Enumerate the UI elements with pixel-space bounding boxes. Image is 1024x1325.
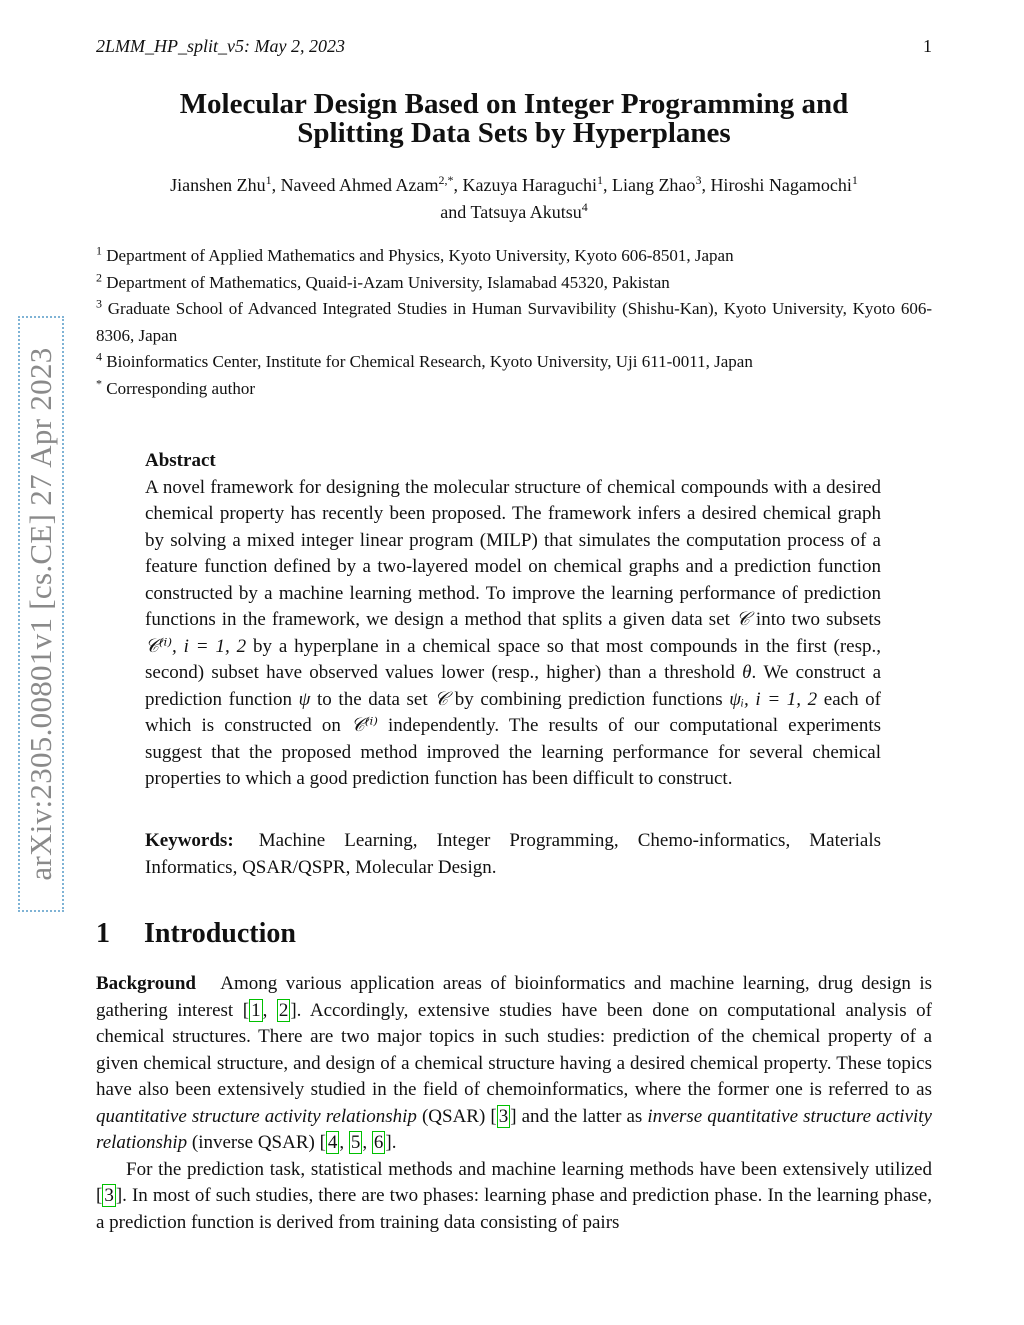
paper-title <box>96 90 932 148</box>
citation-link[interactable]: 4 <box>327 1132 338 1153</box>
abstract-text: independently. The results of our computational experiments suggest that the proposed method improved the learning performance for several chemical properties to which a good prediction function has been difficult to construct. <box>145 715 881 789</box>
title-line-2: Splitting Data Sets by Hyperplanes <box>297 117 731 149</box>
author-mark: 1 <box>596 173 603 187</box>
body-text: and the latter as <box>521 1105 643 1127</box>
abstract-text: by a hyperplane in a chemical space so that most compounds in the first (resp., second) subset have observed values lower (resp., higher) than a threshold <box>145 635 881 683</box>
paragraph: For the prediction task, statistical methods and machine learning methods have been extensively utilized [ 3 ]. In most of such studies, there are two phases: learning phase and prediction phase. In the learning phase, a prediction function is derived from training data consisting of pairs <box>96 1158 932 1233</box>
abstract-text: to the data set <box>317 688 428 710</box>
term: inverse quantitative structure activity relationship <box>96 1105 932 1153</box>
author-name: Jianshen Zhu <box>170 175 266 195</box>
keywords <box>145 828 881 881</box>
affiliation <box>96 349 932 376</box>
body-text: . Accordingly, extensive studies have been done on computational analysis of chemical structures. There are two major topics in such studies: prediction of the chemical property of a given chemical structure, and design of a chemical structure having a desired chemical property. These topics have also been extensively studied in the field of chemoinformatics, where the former one is referred to as <box>96 999 933 1100</box>
running-head <box>96 36 932 57</box>
affiliation <box>96 376 932 403</box>
affiliation-text: Department of Applied Mathematics and Physics, Kyoto University, Kyoto 606-8501, Japan <box>106 246 734 265</box>
author-mark: 2,* <box>438 173 454 187</box>
affiliation-text: Bioinformatics Center, Institute for Chemical Research, Kyoto University, Uji 611-0011, Japan <box>106 352 753 371</box>
author-mark: 4 <box>581 200 588 214</box>
abstract-body <box>145 475 881 793</box>
math-symbol: 𝒞⁽ⁱ⁾ <box>350 715 378 736</box>
affiliation-text: Department of Mathematics, Quaid-i-Azam University, Islamabad 45320, Pakistan <box>106 272 670 292</box>
body-text: (QSAR) <box>421 1105 486 1127</box>
arxiv-stamp-text: arXiv:2305.00801v1 [cs.CE] 27 Apr 2023 <box>23 347 58 881</box>
author-name: Naveed Ahmed Azam <box>280 175 439 195</box>
section-heading <box>96 918 296 950</box>
math-symbol: 𝒞 <box>434 688 449 710</box>
affiliation-mark: 2 <box>96 269 102 284</box>
author-mark: 3 <box>695 173 702 187</box>
body-text: Among various application areas of bioinformatics and machine learning, drug design is gathering interest <box>96 973 933 1021</box>
title-line-1: Molecular Design Based on Integer Programming and <box>179 88 849 120</box>
section-title: Introduction <box>144 918 296 949</box>
introduction-body <box>96 971 932 1236</box>
author-list: Jianshen Zhu$^1$, Naveed Ahmed Azam$^{2,*}$, Kazuya Haraguchi$^1$, Liang Zhao$^3$, Hiroshi Nagamochi$^1$ and Tatsuya Akutsu$^4$ <box>170 173 858 222</box>
math-symbol: 𝒞⁽ⁱ⁾, i = 1, 2 <box>145 635 247 657</box>
keywords-label: Keywords: <box>145 830 234 851</box>
author-mark: 1 <box>265 173 272 187</box>
arxiv-stamp[interactable] <box>18 316 64 912</box>
math-symbol: ψ <box>298 688 311 710</box>
author-name: Liang Zhao <box>611 175 696 195</box>
citation-link[interactable]: 6 <box>373 1132 384 1153</box>
abstract-text: by combining prediction functions <box>454 688 723 710</box>
abstract-heading: Abstract <box>145 450 216 471</box>
affiliation-text: Graduate School of Advanced Integrated Studies in Human Survavibility (Shishu-Kan), Kyoto University, Kyoto 606-8306, Japan <box>96 299 933 345</box>
abstract <box>145 448 881 793</box>
body-text: For the prediction task, statistical methods and machine learning methods have been extensively utilized <box>126 1158 932 1180</box>
keywords-text: Machine Learning, Integer Programming, Chemo-informatics, Materials Informatics, QSAR/QSPR, Molecular Design. <box>145 830 881 878</box>
affiliation-mark: 4 <box>96 349 102 364</box>
abstract-text: . We construct a prediction function <box>145 662 881 710</box>
citation-link[interactable]: 2 <box>278 999 289 1021</box>
body-text: . In most of such studies, there are two phases: learning phase and prediction phase. In the learning phase, a prediction function is derived from training data consisting of pairs <box>96 1185 932 1233</box>
affiliation <box>96 270 932 297</box>
affiliations <box>96 243 932 402</box>
author-name: Hiroshi Nagamochi <box>710 175 852 195</box>
math-symbol: ψᵢ, i = 1, 2 <box>729 688 818 710</box>
affiliation-mark: * <box>96 375 102 390</box>
affiliation <box>96 296 932 349</box>
page-number: 1 <box>923 36 932 56</box>
abstract-text: into two subsets <box>755 609 882 630</box>
abstract-text: A novel framework for designing the molecular structure of chemical compounds with a desired chemical property has recently been proposed. The framework infers a desired chemical graph by solving a mixed integer linear program (MILP) that simulates the computation process of a feature function defined by a two-layered model on chemical graphs and a prediction function constructed by a machine learning method. To improve the learning performance of prediction functions in the framework, we design a method that splits a given data set <box>145 476 881 630</box>
section-number: 1 <box>96 918 110 949</box>
term: quantitative structure activity relationship <box>96 1105 417 1127</box>
author-name: and Tatsuya Akutsu <box>440 202 582 222</box>
abstract-text: each of which is constructed on <box>145 688 882 736</box>
paragraph: Background Among various application areas of bioinformatics and machine learning, drug design is gathering interest [ 1 , 2 ]. Accordingly, extensive studies have been done on computational analysis of chemical structures. There are two major topics in such studies: prediction of the chemical property of a given chemical structure, and design of a chemical structure having a desired chemical property. These topics have also been extensively studied in the field of chemoinformatics, where the former one is referred to as quantitative structure activity relationship (QSAR) [ 3 ] and the latter as inverse quantitative structure activity relationship (inverse QSAR) [ 4 , 5 , 6 ]. <box>96 973 933 1153</box>
running-head-text: 2LMM_HP_split_v5: May 2, 2023 <box>96 36 345 56</box>
affiliation-mark: 3 <box>96 296 102 311</box>
affiliation-mark: 1 <box>96 243 102 258</box>
affiliation <box>96 243 932 270</box>
author-mark: 1 <box>851 173 858 187</box>
math-symbol: 𝒞 <box>735 609 750 630</box>
body-text: (inverse QSAR) <box>191 1132 315 1153</box>
citation-link[interactable]: 3 <box>498 1105 509 1127</box>
affiliation-text: Corresponding author <box>106 378 255 398</box>
citation-link[interactable]: 5 <box>350 1132 361 1153</box>
citation-link[interactable]: 1 <box>251 999 261 1021</box>
paragraph-heading: Background <box>96 973 196 994</box>
citation-link[interactable]: 3 <box>104 1185 114 1206</box>
author-name: Kazuya Haraguchi <box>462 175 597 195</box>
math-symbol: θ <box>742 662 752 683</box>
